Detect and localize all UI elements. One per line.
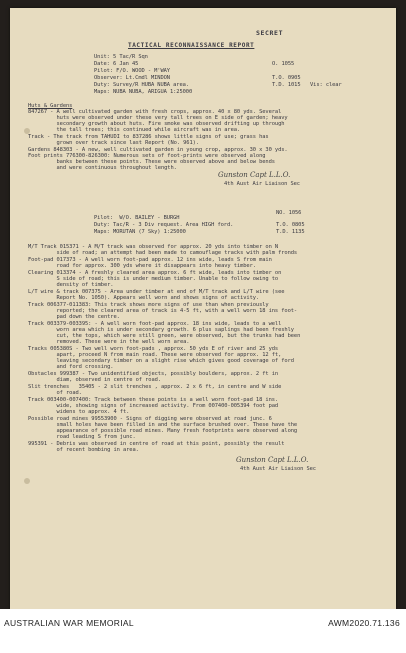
report1-observer: Observer: Lt.Cmdl MINDON xyxy=(94,75,170,81)
body-line: Track 006377-011383: This track shows more signs of use than when previously xyxy=(28,302,269,308)
body-line: grown over track since last Report (No. 961). xyxy=(28,140,199,146)
report1-signature: Gunston Capt L.L.O. xyxy=(218,171,291,179)
body-line: and were continuous throughout length. xyxy=(28,165,177,171)
report2-pilot: Pilot: W/O. BAILEY - BURGH xyxy=(94,215,180,221)
body-line: Possible road mines 99553900 - Signs of digging were observed at road junc. 6 xyxy=(28,416,272,422)
body-line: 995391 - Debris was observed in centre of road at this point, possibly the result xyxy=(28,441,285,447)
body-line: Slit trenches 35405 - 2 slit trenches , approx. 2 x 6 ft, in centre and W side xyxy=(28,384,282,390)
body-line: S side of road; this is under medium timber. Unable to follow owing to xyxy=(28,276,279,282)
archive-footer xyxy=(0,609,406,653)
body-line: Tracks 005380S - Two well worn foot-pads , approx. 50 yds E of river and 25 yds xyxy=(28,346,279,352)
body-line: worn area which is under secondary growth. 6 plus saplings had been freshly xyxy=(28,327,294,333)
body-line: pad down the centre. xyxy=(28,314,120,320)
body-line: Track 003400-007400: Track between these points is a well worn foot-pad 18 ins. xyxy=(28,397,279,403)
report1-touchdown: T.D. 1015 Vis: clear xyxy=(272,82,342,88)
body-line: Foot prints 776300-826300: Numerous sets of foot-prints were observed along xyxy=(28,153,266,159)
body-line: Report No. 1050). Appears well worn and shows signs of activity. xyxy=(28,295,260,301)
archive-name: AUSTRALIAN WAR MEMORIAL xyxy=(4,618,134,628)
archive-reference: AWM2020.71.136 xyxy=(328,618,400,628)
body-line: cut, the tops, which were still green, were observed, but the trunks had been xyxy=(28,333,301,339)
body-line: Obstacles 999387 - Two unidentified objects, possibly boulders, approx. 2 ft in xyxy=(28,371,279,377)
report1-number: O. 1055 xyxy=(272,61,295,67)
body-line: appearance of possible road mines. Many fresh footprints were observed along xyxy=(28,428,298,434)
body-line: of recent bombing in area. xyxy=(28,447,139,453)
body-line: apart, proceed N from main road. These were observed for approx. 12 ft, xyxy=(28,352,282,358)
body-line: the tall trees; this continued while aircraft was in area. xyxy=(28,127,241,133)
punch-hole xyxy=(24,478,30,484)
report1-pilot: Pilot: F/O. WOOD - M'WAY xyxy=(94,68,170,74)
document-page xyxy=(10,8,396,609)
body-line: leaving secondary timber on a slight rise which gives good coverage of ford xyxy=(28,358,294,364)
body-line: side of road; an attempt had been made to camouflage tracks with palm fronds xyxy=(28,250,298,256)
report2-signature: Gunston Capt L.L.O. xyxy=(236,456,309,464)
body-line: diam, observed in centre of road. xyxy=(28,377,161,383)
report2-number: NO. 1056 xyxy=(276,210,302,216)
report2-signature-unit: 4th Aust Air Liaison Sec xyxy=(240,466,316,472)
report2-takeoff: T.O. 0805 xyxy=(276,222,305,228)
body-line: widens to approx. 4 ft. xyxy=(28,409,130,415)
body-line: L/T wire & track 007375 - Area under timber at end of M/T track and L/T wire (see xyxy=(28,289,285,295)
body-line: small holes have been filled in and the surface brushed over. These have the xyxy=(28,422,298,428)
body-line: Clearing 013374 - A freshly cleared area approx. 6 ft wide, leads into timber on xyxy=(28,270,282,276)
classification-label: SECRET xyxy=(256,29,284,37)
body-line: huts were observed under these very tall trees on E side of garden; heavy xyxy=(28,115,288,121)
body-line: density of timber. xyxy=(28,282,114,288)
body-line: wide, showing signs of increased activity. From 007400-005394 foot pad xyxy=(28,403,279,409)
body-line: of road. xyxy=(28,390,82,396)
body-line: reported; the cleared area of track is 4-5 ft, with a well worn 18 ins foot- xyxy=(28,308,298,314)
body-line: Foot-pad 017373 - A well worn foot-pad approx. 12 ins wide, leads S from main xyxy=(28,257,272,263)
report1-signature-unit: 4th Aust Air Liaison Sec xyxy=(224,181,300,187)
body-line: banks between these points. These were observed above and below bends xyxy=(28,159,275,165)
body-line: and ford crossing. xyxy=(28,364,114,370)
report-title: TACTICAL RECONNAISSANCE REPORT xyxy=(128,42,255,49)
body-line: road for approx. 300 yds where it disappears into heavy timber. xyxy=(28,263,256,269)
report1-takeoff: T.O. 0905 xyxy=(272,75,301,81)
body-line: road leading S from junc. xyxy=(28,434,136,440)
body-line: Track 003379-003395: - A well worn foot-pad approx. 18 ins wide, leads to a well xyxy=(28,321,282,327)
body-line: Huts & Gardens xyxy=(28,103,73,109)
body-line: Gardens 848303 - A new, well cultivated garden in young crop, approx. 30 x 30 yds. xyxy=(28,147,288,153)
body-line: removed. These were in the well worn area. xyxy=(28,339,190,345)
body-line: Track - The track from TAHUDI to 837286 shows little signs of use; grass has xyxy=(28,134,269,140)
report1-duty: Duty: Survey/R HUBA NUBA area. xyxy=(94,82,189,88)
report2-touchdown: T.D. 1135 xyxy=(276,229,305,235)
report1-maps: Maps: NUBA NUBA, ARIGUA 1:25000 xyxy=(94,89,193,95)
report2-duty: Duty: Tac/R - 3 Div request. Area HIGH ford. xyxy=(94,222,234,228)
report1-date: Date: 6 Jan 45 xyxy=(94,61,139,67)
body-line: secondary growth about huts. Fire smoke was observed drifting up through xyxy=(28,121,285,127)
body-line: M/T Track 015371 - A M/T track was observed for approx. 20 yds into timber on N xyxy=(28,244,279,250)
report1-unit: Unit: 5 Tac/R Sqn xyxy=(94,54,148,60)
body-line: 847267 - A well cultivated garden with fresh crops, approx. 40 x 80 yds. Several xyxy=(28,109,282,115)
report2-maps: Maps: MORUTAN (7 Sky) 1:25000 xyxy=(94,229,186,235)
